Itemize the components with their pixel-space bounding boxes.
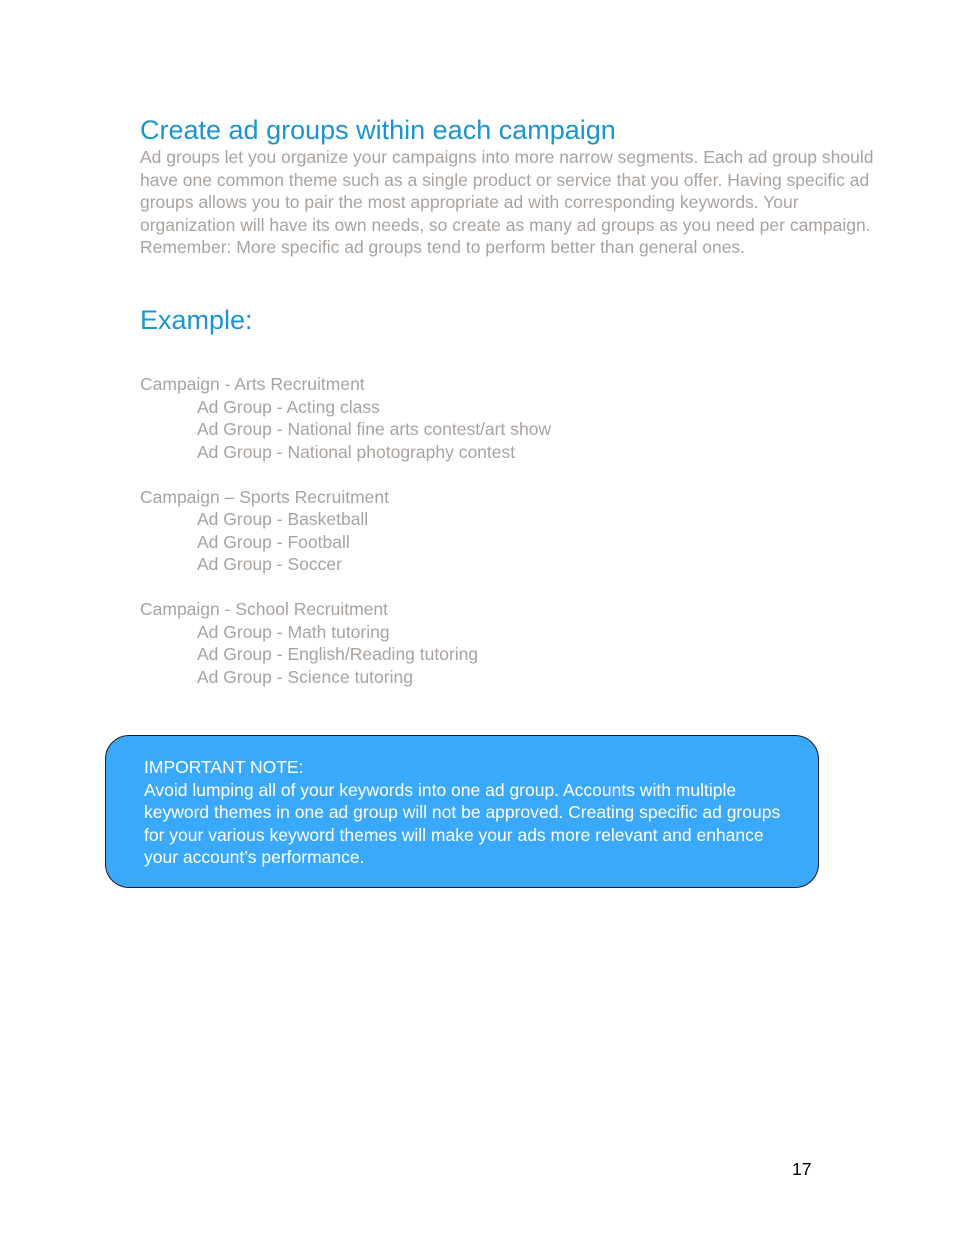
ad-group-item: Ad Group - Math tutoring [197, 621, 390, 642]
ad-group-item: Ad Group - Science tutoring [197, 666, 413, 687]
ad-group-item: Ad Group - Football [197, 531, 350, 552]
campaign-name: Campaign - Arts Recruitment [140, 374, 365, 394]
ad-group-item: Ad Group - English/Reading tutoring [197, 644, 479, 664]
important-note-box [105, 735, 819, 888]
page-number: 17 [792, 1159, 812, 1179]
campaign-list [140, 373, 840, 711]
campaign-name: Campaign - School Recruitment [140, 599, 389, 619]
ad-group-item: Ad Group - Basketball [197, 509, 369, 529]
ad-group-item: Ad Group - Acting class [197, 396, 380, 417]
ad-group-item: Ad Group - National fine arts contest/art show [197, 419, 552, 439]
campaign-item [140, 598, 840, 688]
intro-paragraph: Ad groups let you organize your campaigns into more narrow segments. Each ad group should have one common theme such as a single product or service that you offer. Having specific ad groups allows you to pair the most appropriate ad with corresponding keywords. Your organization will have its own needs, so create as many ad groups as you need per campaign. Remember: More specific ad groups tend to perform better than general ones. [140, 147, 874, 257]
ad-group-item: Ad Group - Soccer [197, 554, 342, 574]
note-title: IMPORTANT NOTE: [144, 757, 304, 777]
campaign-item [140, 373, 840, 463]
campaign-item [140, 486, 840, 576]
section-heading: Create ad groups within each campaign [140, 115, 616, 145]
campaign-name: Campaign – Sports Recruitment [140, 486, 389, 507]
ad-group-item: Ad Group - National photography contest [197, 441, 516, 462]
note-body: Avoid lumping all of your keywords into one ad group. Accounts with multiple keyword themes in one ad group will not be approved. Creating specific ad groups for your various keyword themes will make your ads more relevant and enhance your account’s performance. [144, 779, 781, 867]
example-heading: Example: [140, 305, 253, 335]
